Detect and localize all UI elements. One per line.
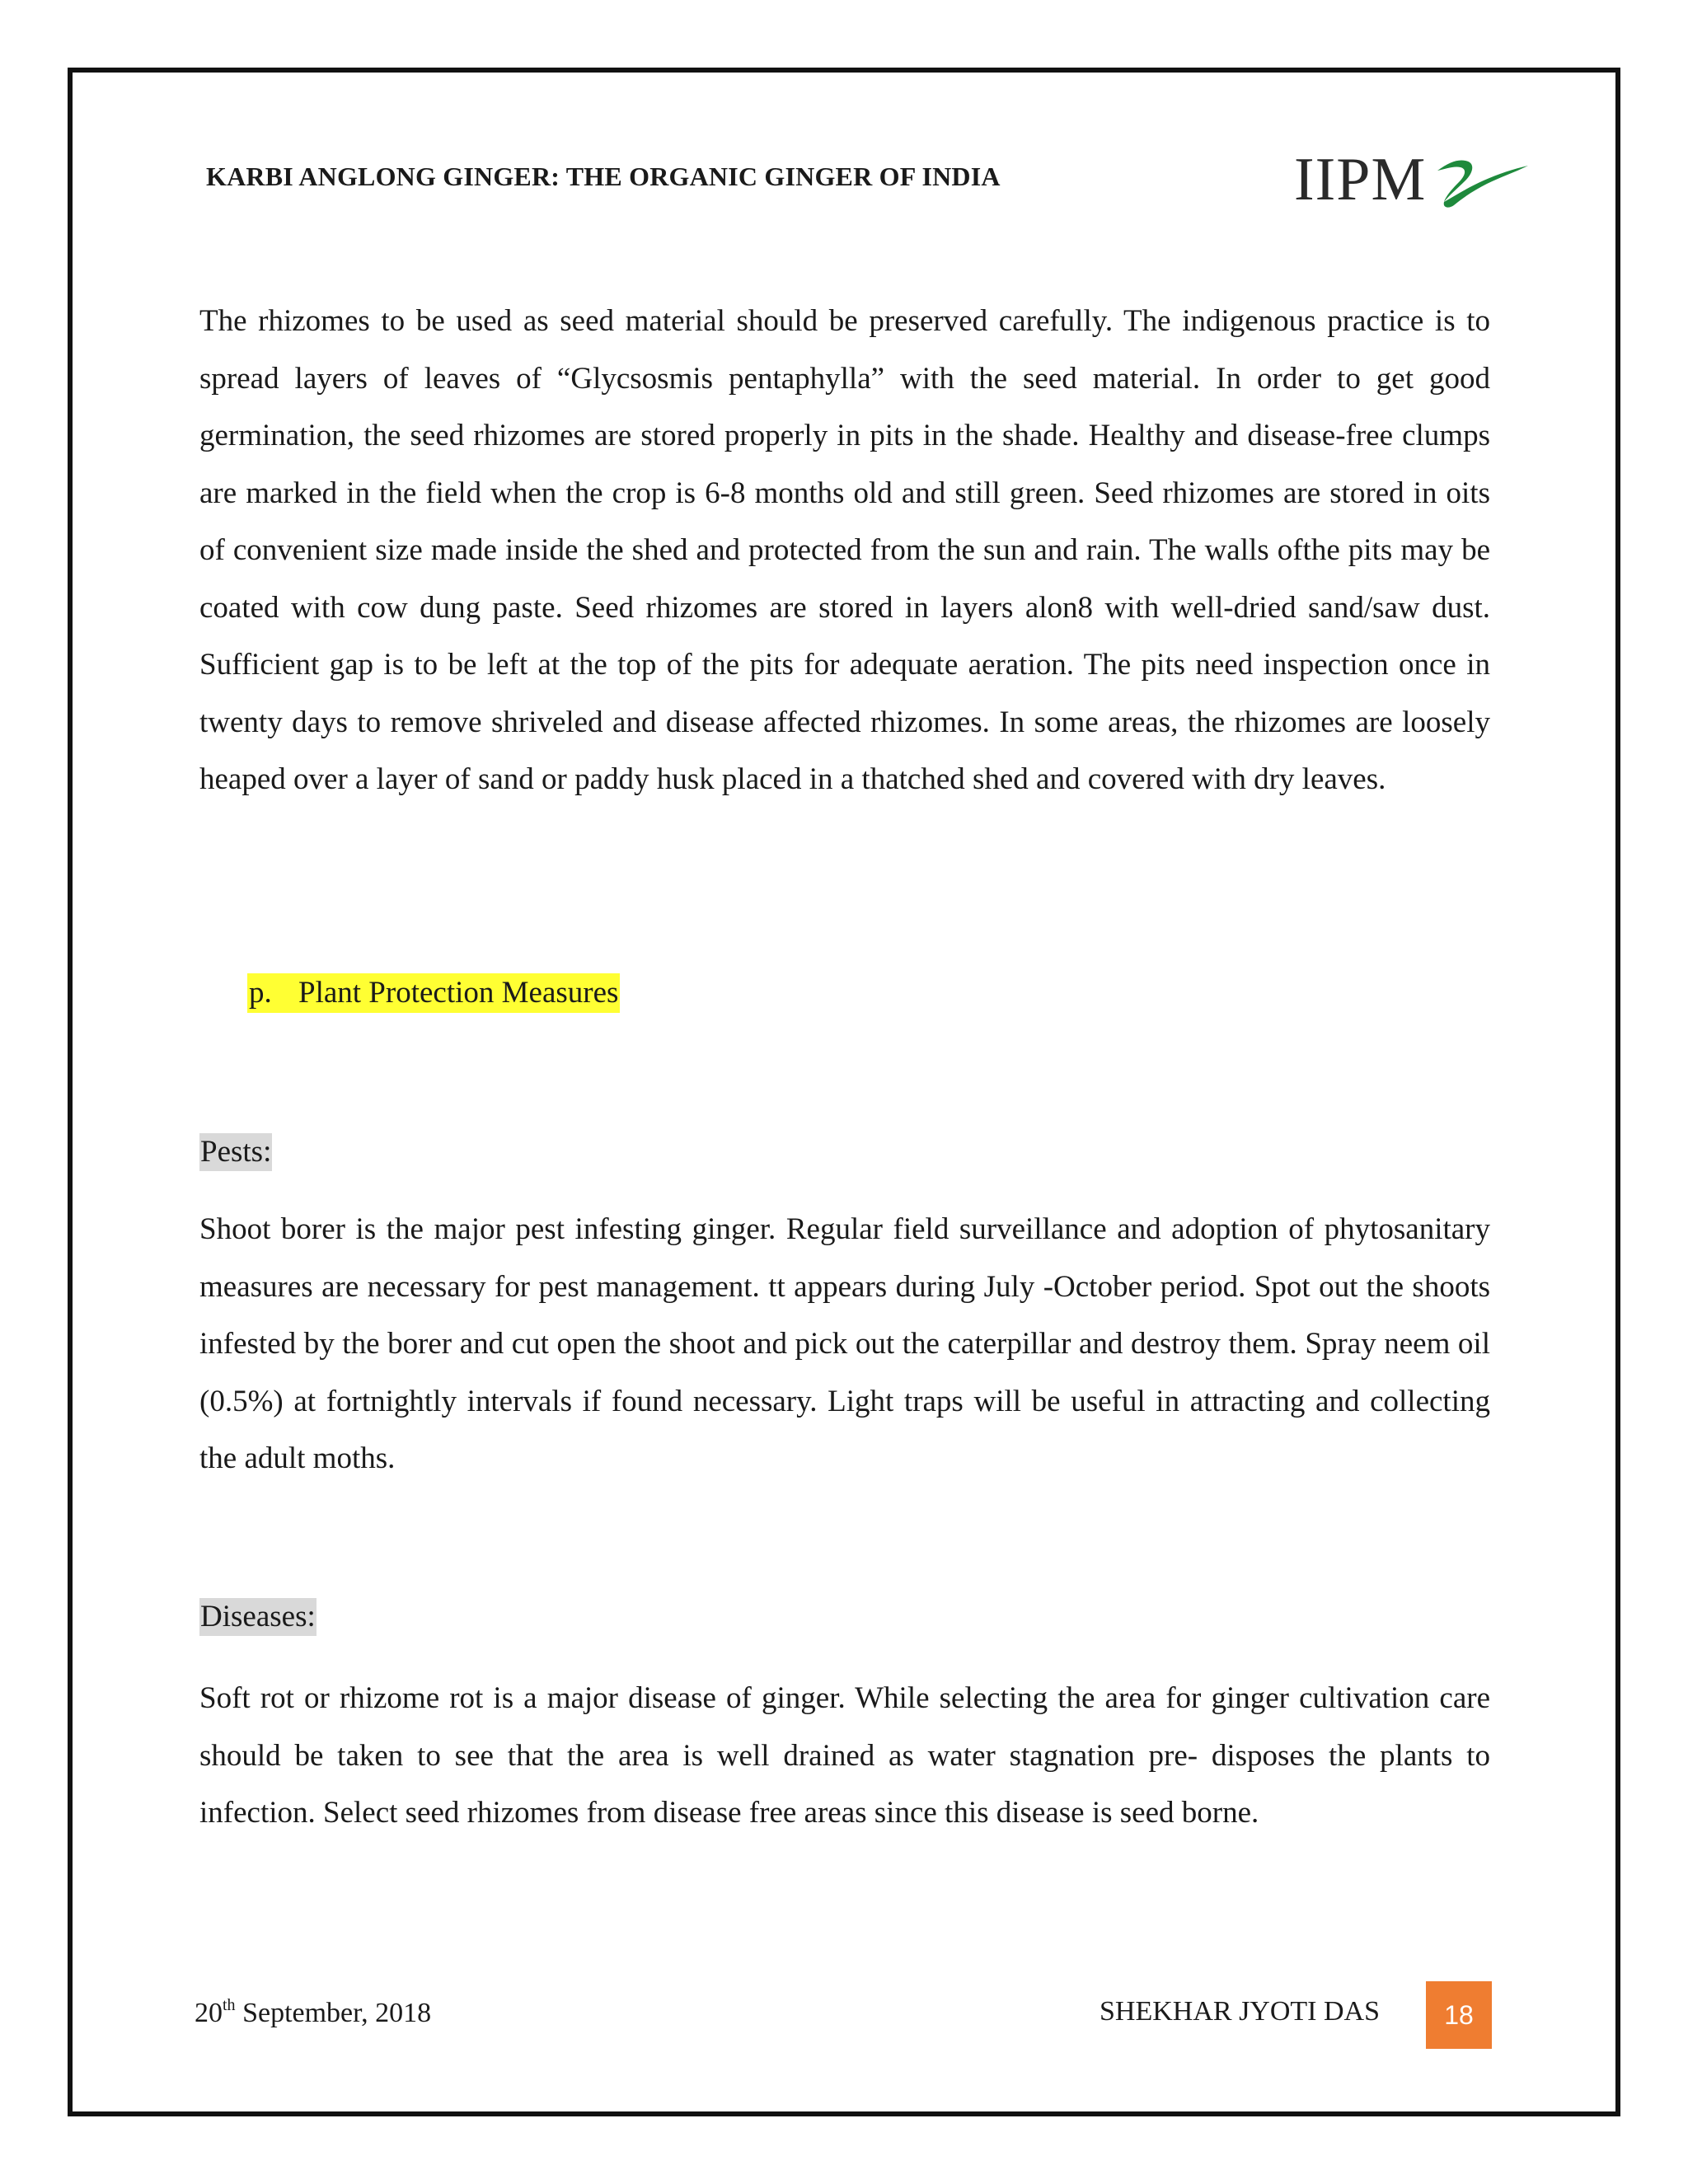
- page-header-title: KARBI ANGLONG GINGER: THE ORGANIC GINGER OF INDIA: [206, 162, 1001, 191]
- section-title: Plant Protection Measures: [298, 976, 619, 1010]
- body-paragraph-pests: Shoot borer is the major pest infesting ginger. Regular field surveillance and adoption of phytosanitary measures are necessary for pest management. tt appears during July -October period. Spot out the shoots infested by the borer and cut open the shoot and pick out the caterpillar and destroy them. Spray neem oil (0.5%) at fortnightly intervals if found necessary. Light traps will be useful in attracting and collecting the adult moths.: [199, 1212, 1490, 1475]
- section-heading-plant-protection: [247, 973, 620, 1013]
- footer-date-rest: September, 2018: [235, 1998, 432, 2028]
- green-swoosh-logo-icon: [1432, 148, 1531, 212]
- logo-text: IIPM: [1294, 146, 1427, 213]
- section-marker: p.: [249, 976, 272, 1010]
- diseases-heading: Diseases:: [199, 1598, 316, 1636]
- body-paragraph-diseases: Soft rot or rhizome rot is a major disease of ginger. While selecting the area for ginger cultivation care should be taken to see that the area is well drained as water stagnation pre- disposes the plants to infection. Select seed rhizomes from disease free areas since this disease is seed borne.: [199, 1681, 1490, 1830]
- page-number-badge: 18: [1426, 1981, 1492, 2049]
- footer-date-day: 20: [195, 1998, 223, 2028]
- footer-date-suffix: th: [223, 1996, 236, 2014]
- footer-date: [195, 1998, 431, 2029]
- iipm-logo: [1294, 138, 1531, 221]
- body-paragraph-seed-storage: The rhizomes to be used as seed material should be preserved carefully. The indigenous practice is to spread layers of leaves of “Glycsosmis pentaphylla” with the seed material. In order to get good germination, the seed rhizomes are stored properly in pits in the shade. Healthy and disease-free clumps are marked in the field when the crop is 6-8 months old and still green. Seed rhizomes are stored in oits of convenient size made inside the shed and protected from the sun and rain. The walls ofthe pits may be coated with cow dung paste. Seed rhizomes are stored in layers alon8 with well-dried sand/saw dust. Sufficient gap is to be left at the top of the pits for adequate aeration. The pits need inspection once in twenty days to remove shriveled and disease affected rhizomes. In some areas, the rhizomes are loosely heaped over a layer of sand or paddy husk placed in a thatched shed and covered with dry leaves.: [199, 304, 1490, 796]
- footer-author: SHEKHAR JYOTI DAS: [1100, 1996, 1381, 2027]
- pests-heading: Pests:: [199, 1133, 272, 1171]
